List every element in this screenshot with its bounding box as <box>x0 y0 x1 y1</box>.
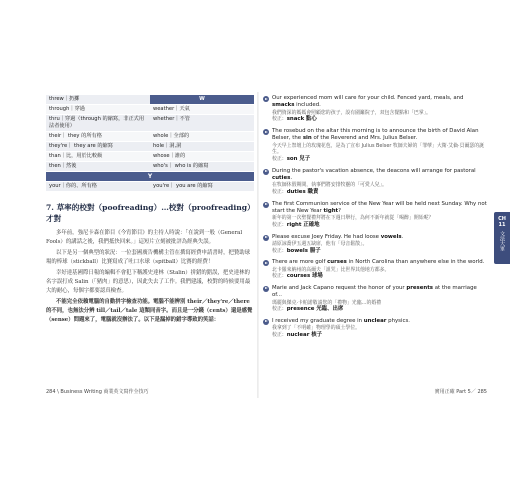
correction <box>272 156 487 163</box>
paragraph: 不能完全依賴電腦的自動拼字檢查功能。電腦不能辨別 their／they're／there 的不同，也無法分辨 till／tail／tale 這類同音字。而且是一分錢（cents）還是感覺（sense）問題來了，電腦就沒辦法了。以下是漏掉的錯字導致的笑話： <box>46 299 253 323</box>
table-cell: your｜你的、所有格 <box>46 182 150 192</box>
right-page <box>263 95 487 395</box>
error-word: cuties <box>272 175 291 181</box>
left-page <box>46 95 254 395</box>
list-item <box>263 234 487 255</box>
sentence-text: Please excuse Joey Friday. He had loose <box>272 233 381 240</box>
chinese-translation: 瑪麗與傑克·卡帕諾敬請您的「禮物」光臨…的婚禮 <box>272 299 382 306</box>
play-bullet-icon <box>263 169 269 175</box>
table-cell: whether｜不管 <box>150 115 254 132</box>
correction-label: 校正： <box>272 247 287 254</box>
error-word: curses <box>327 259 347 266</box>
chinese-translation: 今天早上祭壇上的玫瑰花苞，是為了宣布 Julius Belser 牧師夫婦的「罪孽」大衛·艾倫·貝爾瑟的誕生。 <box>272 142 485 156</box>
play-bullet-icon <box>263 260 269 266</box>
chapter-side-tab[interactable] <box>494 212 510 264</box>
paragraph: 以下是另一個典型的狀況：一位套國廣告機構主管在撰寫經費申請書時，把贊助球場的棒球（stickball）比賽寫成了吐口水球（spitball）比賽的經費！ <box>46 250 251 265</box>
sentence-text: I received my graduate degree in <box>272 317 364 324</box>
correction-label: 校正： <box>272 273 287 280</box>
english-sentence <box>272 95 487 110</box>
table-cell: they're｜ they are 的縮寫 <box>46 142 150 152</box>
english-sentence <box>272 128 487 143</box>
error-word: sin <box>302 135 312 142</box>
section-title: 7. 草率的校對（poofreading）…校對（proofreading）才對 <box>46 203 251 223</box>
sentence-text: Marie and Jack Capano request the honor of your <box>272 284 407 291</box>
table-row <box>46 115 254 132</box>
table-cell: than｜比，用於比較級 <box>46 152 150 162</box>
play-bullet-icon <box>263 202 269 208</box>
correction-word: son 兒子 <box>286 156 311 162</box>
error-word: presents <box>406 284 434 291</box>
chinese-translation: 我拿到了「不明確」物理學的碩士學位。 <box>272 325 361 332</box>
table-cell: threw｜扔擲 <box>46 95 150 105</box>
english-sentence <box>272 201 487 216</box>
sentence-text: physics. <box>386 317 410 324</box>
chapter-label: 文法大軍 <box>499 231 505 251</box>
correction-word: nuclear 核子 <box>286 331 323 338</box>
sentence-text: in North Carolina than anywhere else in the world. <box>346 259 485 266</box>
table-row <box>46 142 254 152</box>
left-page-footer: 284 \ Business Writing 商業英文寫作全技巧 <box>46 389 149 395</box>
correction-word: right 正確地 <box>286 222 320 228</box>
correction <box>272 222 487 229</box>
paragraph: 多年前，強尼卡森在節目《今宵節目》的主持人時說：「在說到一般（General Fools）的講話之後，我們抵快回來。」這短片立刻被批評為經典失誤。 <box>46 230 243 245</box>
sentence-text: During the pastor's vacation absence, the deacons will arrange for pastoral <box>272 167 476 174</box>
play-bullet-icon <box>263 129 269 135</box>
correction-word: duties 職責 <box>286 189 319 195</box>
sentence-text: . <box>290 175 293 181</box>
right-page-footer: 實用正確 Part 5／ 285 <box>434 389 487 395</box>
error-word: smacks <box>272 102 295 109</box>
correction <box>272 332 487 339</box>
error-word: tight <box>323 208 339 214</box>
correction-label: 校正： <box>272 331 287 338</box>
chapter-number: CH 11 <box>498 216 506 228</box>
english-sentence <box>272 259 487 266</box>
list-item <box>263 168 487 196</box>
table-cell: then｜然後 <box>46 162 150 172</box>
correction <box>272 248 487 255</box>
sentence-text: of the Reverend and Mrs. Julius Belser. <box>311 135 418 142</box>
sentence-text: Our experienced mom will care for your child. Fenced yard, meals, and <box>272 95 464 101</box>
chinese-translation: 北卡羅來納州的高爾夫「詛咒」比世界其他地方都多。 <box>272 266 390 273</box>
sentence-text: at the marriage of... <box>272 284 477 299</box>
correction <box>272 116 487 123</box>
table-row <box>46 95 254 105</box>
table-cell: hole｜洞,洞 <box>150 142 254 152</box>
correction-label: 校正： <box>272 189 287 195</box>
table-cell: whose｜誰的 <box>150 152 254 162</box>
play-bullet-icon <box>263 96 269 102</box>
correction-word: presence 光臨、出席 <box>286 306 344 313</box>
list-item <box>263 95 487 123</box>
correction-word: courses 球場 <box>286 273 323 280</box>
correction-word: bowels 腸子 <box>286 247 321 254</box>
error-word: unclear <box>363 317 387 324</box>
list-item <box>263 285 487 313</box>
play-bullet-icon <box>263 319 269 325</box>
chinese-translation: 新年的第一次聖餐禮拜將在下週日舉行，為何不新年就從「喝醉」開始呢？ <box>272 215 434 222</box>
chinese-translation: 請原諒喬伊五週五缺席，他有「母音鬆散」。 <box>272 241 368 247</box>
table-cell: weather｜天氣 <box>150 105 254 115</box>
list-item <box>263 201 487 229</box>
table-cell: you're｜ you are 的縮寫 <box>150 182 254 192</box>
word-pair-table <box>46 95 254 192</box>
table-row <box>46 182 254 192</box>
correction-label: 校正： <box>272 116 287 123</box>
list-item <box>263 259 487 280</box>
correction-label: 校正： <box>272 156 287 162</box>
table-cell: their｜ they 的所有格 <box>46 132 150 142</box>
error-word: vowels <box>380 233 402 240</box>
table-section-header: W <box>150 95 254 105</box>
correction-word: snack 點心 <box>286 116 317 123</box>
table-row <box>46 132 254 142</box>
table-cell: through｜穿過 <box>46 105 150 115</box>
sentence-text: included. <box>294 102 321 109</box>
correction <box>272 306 487 313</box>
y-header: Y <box>46 172 254 182</box>
sentence-text: The rosebud on the altar this morning is to announce the birth of David Alan Belser, the <box>272 128 479 142</box>
table-cell: who's｜ who is 的縮寫 <box>150 162 254 172</box>
table-cell: thru｜穿過（through 的縮寫，非正式用法者使用） <box>46 115 150 132</box>
play-bullet-icon <box>263 286 269 292</box>
book-spine <box>257 92 259 398</box>
english-sentence <box>272 234 487 241</box>
table-cell: whole｜全部的 <box>150 132 254 142</box>
correction <box>272 189 487 196</box>
table-row <box>46 105 254 115</box>
sentence-text: . <box>401 233 404 240</box>
list-item <box>263 318 487 339</box>
table-row <box>46 152 254 162</box>
list-item <box>263 128 487 163</box>
table-section-header <box>46 172 254 182</box>
chinese-translation: 我們資深的媽媽會照顧您的孩子，設有圍籬院子，双包含餐點和「巴掌」。 <box>272 109 431 116</box>
english-sentence <box>272 168 487 183</box>
paragraph: 幸好達基國際日報的編輯不會犯下稱護史達林（Stalin）拼錯的錯誤，把史達林的名字誤打成 Salin（「豬肉」的意思），因此失去了工作。我們建議，校對的時候要用最大的耐心，每個字都要認真檢查。 <box>46 270 251 294</box>
sentence-text: There are more golf <box>272 259 328 266</box>
correction-label: 校正： <box>272 222 287 228</box>
english-sentence <box>272 285 487 300</box>
blooper-list <box>263 95 487 338</box>
correction <box>272 273 487 280</box>
correction-label: 校正： <box>272 306 287 313</box>
sentence-text: ? <box>338 208 342 214</box>
play-bullet-icon <box>263 235 269 241</box>
sentence-text: The first Communion service of the New Year will be held next Sunday. Why not start the New Year <box>272 200 487 214</box>
table-row <box>46 162 254 172</box>
chinese-translation: 在牧師休假期間，執事們將安排牧靈的「可愛人兒」。 <box>272 182 387 189</box>
